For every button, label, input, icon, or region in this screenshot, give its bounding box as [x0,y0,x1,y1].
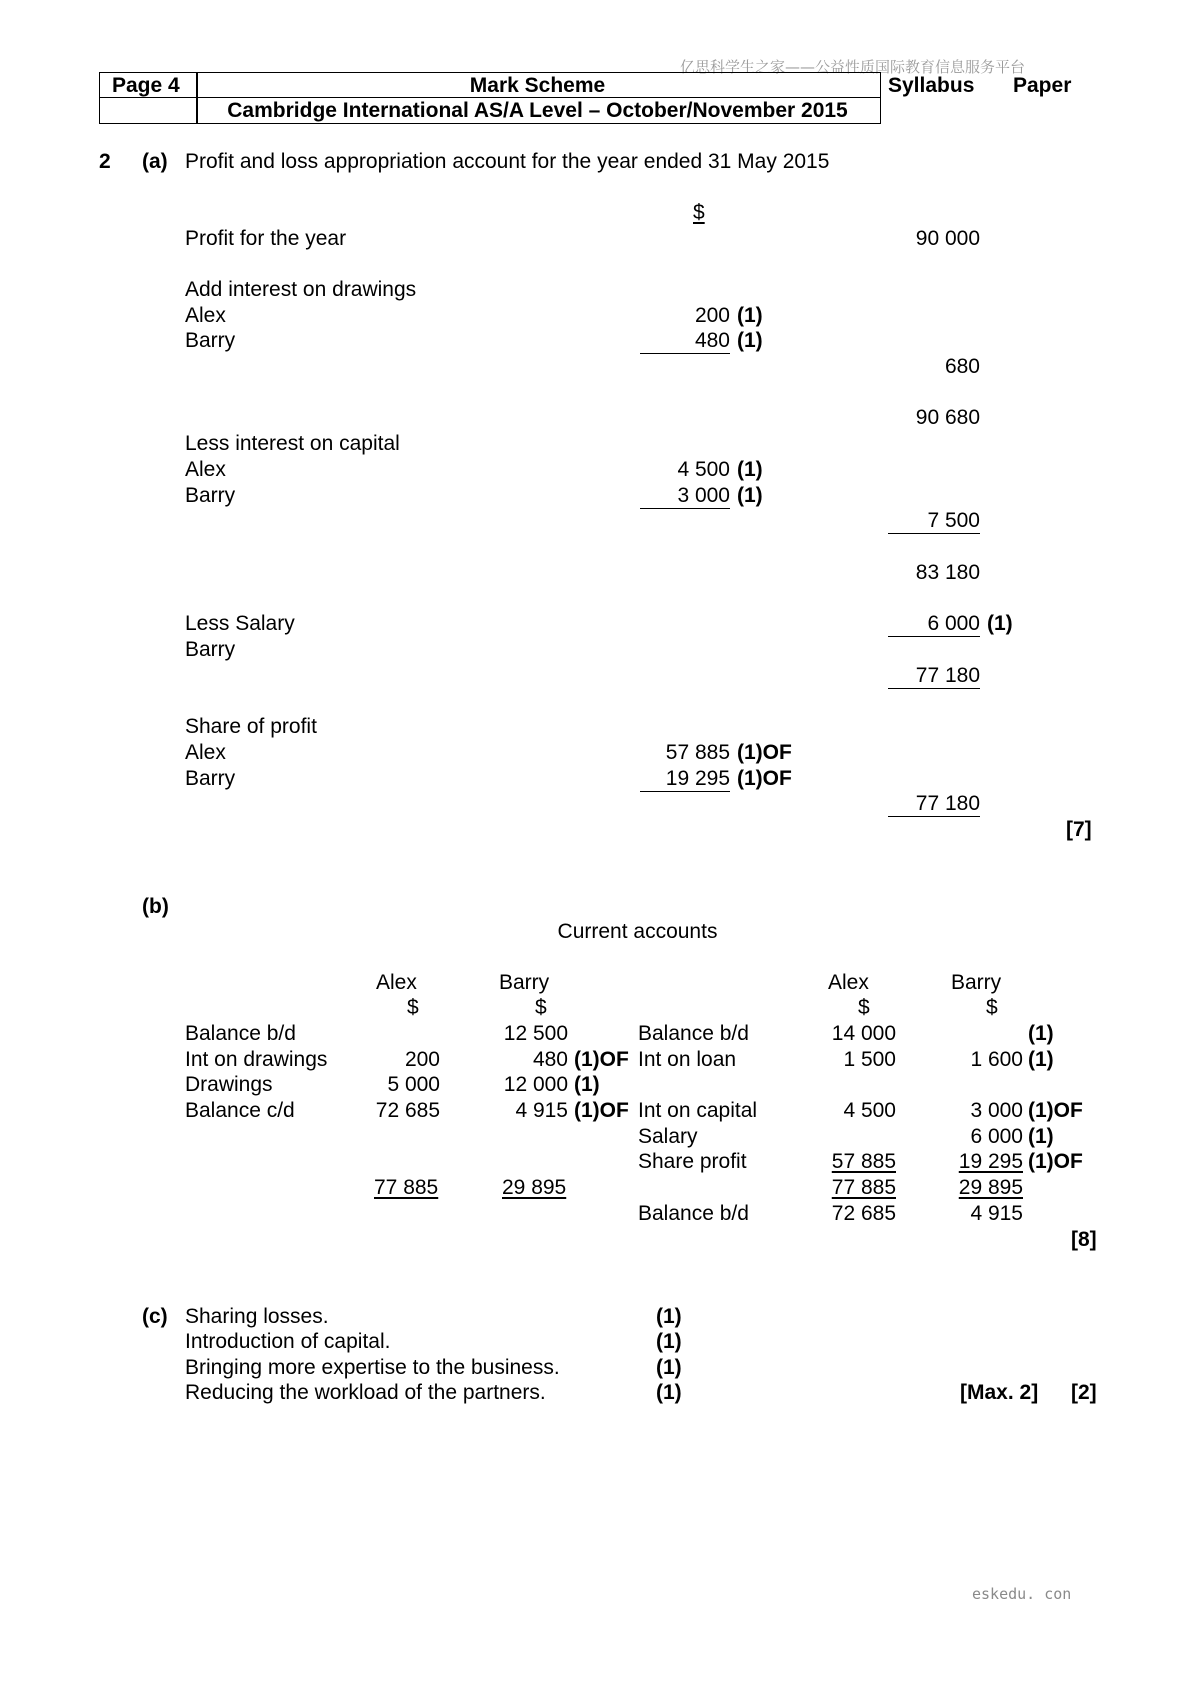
ioc-alex-value: 4 500 [677,458,730,481]
right-row-mark: (1)OF [1028,1099,1083,1122]
less-salary-label: Less Salary [185,612,295,635]
left-row-barry: 480 [532,1048,568,1071]
iod-alex-label: Alex [185,304,226,327]
left-row-alex: 200 [404,1048,440,1071]
part-b-label: (b) [142,895,169,918]
left-row-mark: (1)OF [574,1048,629,1071]
col-alex-right: Alex [828,971,869,994]
part-c-label: (c) [142,1305,168,1328]
paper-label: Paper [1013,74,1072,97]
share-alex-label: Alex [185,741,226,764]
mark: (1)OF [737,767,792,790]
part-c-mark: (1) [656,1330,682,1353]
right-row-label: Int on loan [638,1048,737,1071]
left-row-alex: 5 000 [387,1073,440,1096]
part-a-total-mark: [7] [1066,818,1092,841]
right-row-alex: 57 885 [831,1150,896,1173]
part-c-total-mark: [2] [1071,1381,1097,1404]
right-row-label: Balance b/d [638,1022,749,1045]
left-row-label: Balance c/d [185,1099,295,1122]
part-c-item: Reducing the workload of the partners. [185,1381,546,1404]
part-c-item: Bringing more expertise to the business. [185,1356,560,1379]
iod-total: 680 [944,355,980,378]
right-row-barry: 6 000 [970,1125,1023,1148]
mark: (1) [987,612,1013,635]
left-row-label: Balance b/d [185,1022,296,1045]
right-total-barry: 29 895 [958,1176,1023,1199]
balance-bd-barry: 4 915 [970,1202,1023,1225]
share-barry-label: Barry [185,767,236,790]
part-a-label: (a) [142,150,168,173]
iod-alex-value: 200 [694,304,730,327]
left-row-mark: (1) [574,1073,600,1096]
left-row-alex: 72 685 [375,1099,440,1122]
mark: (1) [737,304,763,327]
syllabus-label: Syllabus [888,74,975,97]
left-row-barry: 12 000 [503,1073,568,1096]
dollar-alex-left: $ [407,996,419,1019]
share-alex-value: 57 885 [665,741,730,764]
ioc-alex-label: Alex [185,458,226,481]
mark-scheme-title: Mark Scheme [469,74,606,97]
less-interest-label: Less interest on capital [185,432,400,455]
ioc-barry-label: Barry [185,484,236,507]
mark: (1) [737,458,763,481]
right-row-mark: (1) [1028,1022,1054,1045]
left-row-mark: (1)OF [574,1099,629,1122]
left-row-label: Drawings [185,1073,273,1096]
watermark-text: 亿思科学生之家——公益性质国际教育信息服务平台 [680,58,1026,76]
part-b-total-mark: [8] [1071,1228,1097,1251]
iod-barry-value: 480 [640,329,730,354]
dollar-alex-right: $ [858,996,870,1019]
subtotal-2: 83 180 [915,561,980,584]
part-c-max-mark: [Max. 2] [960,1381,1039,1404]
left-row-barry: 12 500 [503,1022,568,1045]
col-alex-left: Alex [376,971,417,994]
mark: (1)OF [737,741,792,764]
right-row-alex: 4 500 [843,1099,896,1122]
right-row-label: Salary [638,1125,698,1148]
subtotal-3: 77 180 [888,664,980,689]
ioc-total: 7 500 [888,509,980,534]
col-barry-left: Barry [499,971,550,994]
profit-value: 90 000 [915,227,980,250]
part-c-mark: (1) [656,1305,682,1328]
right-row-barry: 3 000 [970,1099,1023,1122]
exam-subtitle: Cambridge International AS/A Level – October/November 2015 [227,99,848,122]
part-c-mark: (1) [656,1381,682,1404]
part-c-item: Sharing losses. [185,1305,329,1328]
dollar-barry-right: $ [986,996,998,1019]
footer-watermark: eskedu. con [972,1585,1072,1603]
right-row-label: Share profit [638,1150,747,1173]
part-a-title: Profit and loss appropriation account for the year ended 31 May 2015 [185,150,830,173]
share-total: 77 180 [888,792,980,817]
question-number: 2 [99,150,111,173]
right-row-barry: 19 295 [958,1150,1023,1173]
ioc-barry-value: 3 000 [640,484,730,509]
page-number: Page 4 [112,74,180,97]
right-row-label: Int on capital [638,1099,758,1122]
share-label: Share of profit [185,715,317,738]
balance-bd-alex: 72 685 [831,1202,896,1225]
salary-barry-label: Barry [185,638,236,661]
currency-header: $ [693,201,705,224]
col-barry-right: Barry [951,971,1002,994]
part-c-mark: (1) [656,1356,682,1379]
right-total-alex: 77 885 [831,1176,896,1199]
left-total-alex: 77 885 [374,1176,439,1199]
subtotal-1: 90 680 [915,406,980,429]
dollar-barry-left: $ [535,996,547,1019]
mark: (1) [737,484,763,507]
add-interest-label: Add interest on drawings [185,278,417,301]
right-row-mark: (1)OF [1028,1150,1083,1173]
mark: (1) [737,329,763,352]
current-accounts-title: Current accounts [557,920,718,943]
right-row-mark: (1) [1028,1048,1054,1071]
salary-value: 6 000 [888,612,980,637]
right-row-barry: 1 600 [970,1048,1023,1071]
part-c-item: Introduction of capital. [185,1330,391,1353]
iod-barry-label: Barry [185,329,236,352]
left-row-barry: 4 915 [515,1099,568,1122]
share-barry-value: 19 295 [640,767,730,792]
right-row-alex: 1 500 [843,1048,896,1071]
profit-label: Profit for the year [185,227,347,250]
left-row-label: Int on drawings [185,1048,328,1071]
balance-bd-label: Balance b/d [638,1202,749,1225]
right-row-mark: (1) [1028,1125,1054,1148]
left-total-barry: 29 895 [502,1176,567,1199]
right-row-alex: 14 000 [831,1022,896,1045]
